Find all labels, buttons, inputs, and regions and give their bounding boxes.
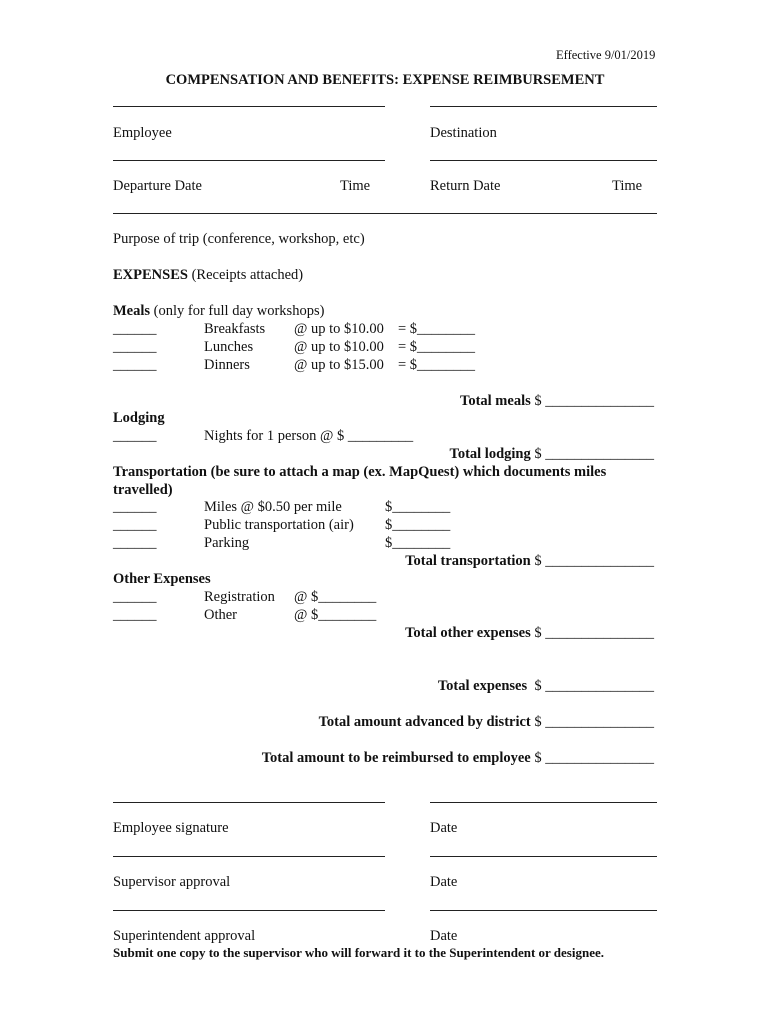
other-label: Other	[204, 607, 238, 623]
lunches-label: Lunches	[204, 339, 254, 355]
effective-date: Effective 9/01/2019	[556, 48, 656, 62]
other-count-blank[interactable]: ______	[113, 607, 157, 623]
total-reimbursed-blank[interactable]: $ _______________	[530, 750, 654, 766]
parking-count-blank[interactable]: ______	[113, 535, 157, 551]
return-date-label: Return Date	[430, 178, 501, 194]
purpose-label: Purpose of trip (conference, workshop, etc)	[113, 231, 365, 247]
total-meals-label: Total meals	[459, 393, 531, 409]
miles-amount-blank[interactable]: $________	[385, 499, 451, 515]
departure-date-label: Departure Date	[113, 178, 202, 194]
total-advanced-blank[interactable]: $ _______________	[530, 714, 654, 730]
total-other-label: Total other expenses	[405, 625, 531, 641]
dinners-count-blank[interactable]: ______	[113, 357, 157, 373]
employee-signature-label: Employee signature	[113, 820, 229, 836]
dinners-rate: @ up to $15.00	[294, 357, 384, 373]
footer-instructions: Submit one copy to the supervisor who will forward it to the Superintendent or designee.	[113, 945, 604, 960]
parking-amount-blank[interactable]: $________	[385, 535, 451, 551]
supervisor-date-label: Date	[430, 874, 458, 890]
total-reimbursed-row[interactable]	[262, 749, 654, 767]
miles-count-blank[interactable]: ______	[113, 499, 157, 515]
total-other-blank[interactable]: $ _______________	[530, 625, 654, 641]
total-meals-blank[interactable]: $ _______________	[530, 393, 654, 409]
total-reimbursed-label: Total amount to be reimbursed to employee	[261, 750, 531, 766]
form-title: COMPENSATION AND BENEFITS: EXPENSE REIMBURSEMENT	[165, 72, 605, 88]
registration-label: Registration	[204, 589, 275, 605]
employee-label: Employee	[113, 125, 172, 141]
departure-field[interactable]	[113, 160, 385, 161]
total-transportation-label: Total transportation	[405, 553, 531, 569]
meals-note: (only for full day workshops)	[150, 303, 325, 319]
employee-signature-date-label: Date	[430, 820, 458, 836]
dinners-amount-blank[interactable]: = $________	[398, 357, 476, 373]
total-transportation-blank[interactable]: $ _______________	[530, 553, 654, 569]
purpose-field[interactable]	[113, 213, 657, 214]
total-advanced-row[interactable]	[319, 713, 654, 731]
public-transport-label: Public transportation (air)	[204, 517, 354, 533]
expenses-heading	[113, 266, 303, 284]
transportation-heading-cont: travelled)	[113, 482, 173, 498]
total-expenses-row[interactable]	[438, 677, 654, 695]
total-expenses-blank[interactable]: $ _______________	[527, 678, 654, 694]
public-transport-amount-blank[interactable]: $________	[385, 517, 451, 533]
superintendent-date-label: Date	[430, 928, 458, 944]
superintendent-approval-field[interactable]	[113, 910, 385, 911]
lunches-rate: @ up to $10.00	[294, 339, 384, 355]
registration-amount-blank[interactable]: @ $________	[294, 589, 377, 605]
supervisor-approval-field[interactable]	[113, 856, 385, 857]
breakfasts-label: Breakfasts	[204, 321, 266, 337]
return-time-label: Time	[612, 178, 643, 194]
lodging-nights-blank[interactable]: ______	[113, 428, 157, 444]
expenses-note: (Receipts attached)	[187, 267, 304, 283]
total-expenses-label: Total expenses	[437, 678, 528, 694]
expenses-title: EXPENSES	[113, 267, 188, 283]
supervisor-date-field[interactable]	[430, 856, 657, 857]
total-transportation-row[interactable]	[405, 552, 654, 570]
superintendent-approval-label: Superintendent approval	[113, 928, 256, 944]
transportation-heading: Transportation (be sure to attach a map (ex. MapQuest) which documents miles	[113, 464, 607, 480]
total-lodging-row[interactable]	[449, 445, 654, 463]
destination-field[interactable]	[430, 106, 657, 107]
miles-label: Miles @ $0.50 per mile	[204, 499, 342, 515]
supervisor-approval-label: Supervisor approval	[113, 874, 231, 890]
destination-label: Destination	[430, 125, 497, 141]
employee-signature-field[interactable]	[113, 802, 385, 803]
registration-count-blank[interactable]: ______	[113, 589, 157, 605]
total-advanced-label: Total amount advanced by district	[318, 714, 531, 730]
total-lodging-blank[interactable]: $ _______________	[530, 446, 654, 462]
meals-title: Meals	[113, 303, 151, 319]
return-field[interactable]	[430, 160, 657, 161]
breakfasts-rate: @ up to $10.00	[294, 321, 384, 337]
dinners-label: Dinners	[204, 357, 250, 373]
breakfasts-amount-blank[interactable]: = $________	[398, 321, 476, 337]
meals-heading	[113, 302, 324, 320]
superintendent-date-field[interactable]	[430, 910, 657, 911]
lunches-count-blank[interactable]: ______	[113, 339, 157, 355]
employee-field[interactable]	[113, 106, 385, 107]
total-lodging-label: Total lodging	[449, 446, 531, 462]
total-other-row[interactable]	[405, 624, 654, 642]
lodging-heading: Lodging	[113, 410, 165, 426]
other-amount-blank[interactable]: @ $________	[294, 607, 377, 623]
total-meals-row[interactable]	[460, 392, 654, 410]
departure-time-label: Time	[340, 178, 371, 194]
lunches-amount-blank[interactable]: = $________	[398, 339, 476, 355]
employee-signature-date-field[interactable]	[430, 802, 657, 803]
lodging-nights-line[interactable]: Nights for 1 person @ $ _________	[204, 428, 414, 444]
public-transport-count-blank[interactable]: ______	[113, 517, 157, 533]
breakfasts-count-blank[interactable]: ______	[113, 321, 157, 337]
other-expenses-heading: Other Expenses	[113, 571, 211, 587]
parking-label: Parking	[204, 535, 250, 551]
